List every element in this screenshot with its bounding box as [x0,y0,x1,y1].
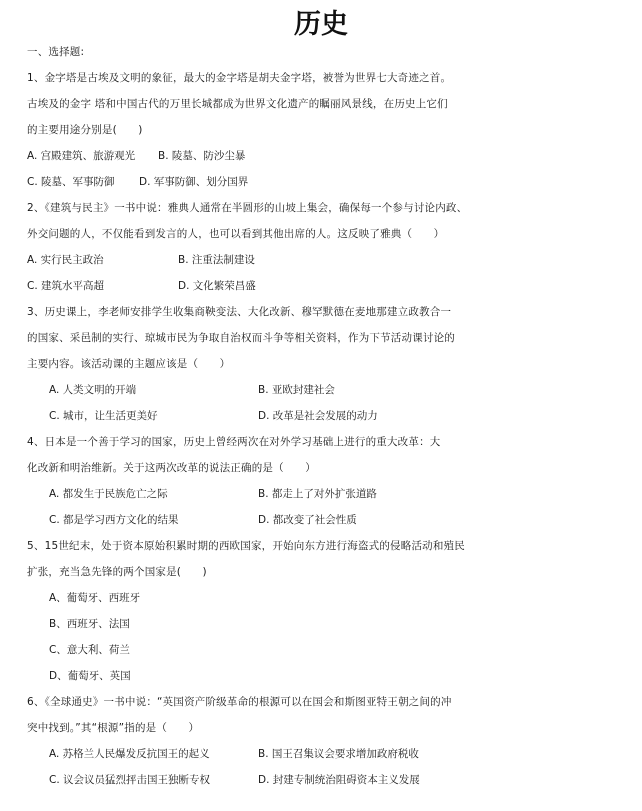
option-c: C. 议会议员猛烈抨击国王独断专权 [49,774,211,786]
option-a: A. 实行民主政治 [27,254,104,266]
question-text-line: 1、金字塔是古埃及文明的象征，最大的金字塔是胡夫金字塔，被誉为世界七大奇迹之首。 [27,72,452,84]
question-text-line: 主要内容。该活动课的主题应该是（ ） [27,358,231,370]
option-a: A. 人类文明的开端 [49,384,137,396]
option-d: D、葡萄牙、英国 [49,670,131,682]
option-c: C. 都是学习西方文化的结果 [49,514,179,526]
option-a: A. 都发生于民族危亡之际 [49,488,168,500]
question-text-line: 突中找到。”其“根源”指的是（ ） [27,722,200,734]
option-a: A. 宫殿建筑、旅游观光 [27,150,136,162]
question-text-line: 2、《建筑与民主》一书中说：雅典人通常在半圆形的山坡上集会，确保每一个参与讨论内政、 [27,202,468,214]
question-text-line: 古埃及的金字 塔和中国古代的万里长城都成为世界文化遗产的瞩丽风景线，在历史上它们 [27,98,448,110]
option-b: B. 都走上了对外扩张道路 [258,488,377,500]
option-b: B. 国王召集议会要求增加政府税收 [258,748,419,760]
option-c: C、意大利、荷兰 [49,644,130,656]
option-c: C. 陵墓、军事防御 [27,176,115,188]
question-text-line: 5、15世纪末，处于资本原始积累时期的西欧国家，开始向东方进行海盗式的侵略活动和殖民 [27,540,465,552]
option-a: A、葡萄牙、西班牙 [49,592,141,604]
option-b: B. 注重法制建设 [178,254,255,266]
option-d: D. 文化繁荣昌盛 [178,280,256,292]
option-b: B. 陵墓、防沙尘暴 [158,150,246,162]
option-b: B. 亚欧封建社会 [258,384,335,396]
question-text-line: 3、历史课上，李老师安排学生收集商鞅变法、大化改新、穆罕默德在麦地那建立政教合一 [27,306,452,318]
question-text-line: 的国家、采邑制的实行、琼城市民为争取自治权而斗争等相关资料，作为下节活动课讨论的 [27,332,455,344]
option-c: C. 建筑水平高超 [27,280,105,292]
option-a: A. 苏格兰人民爆发反抗国王的起义 [49,748,210,760]
question-text-line: 6、《全球通史》一书中说：“英国资产阶级革命的根源可以在国会和斯图亚特王朝之间的冲 [27,696,452,708]
option-b: B、西班牙、法国 [49,618,130,630]
option-c: C. 城市，让生活更美好 [49,410,158,422]
question-text-line: 外交问题的人，不仅能看到发言的人，也可以看到其他出席的人。这反映了雅典（ ） [27,228,445,240]
option-d: D. 改革是社会发展的动力 [258,410,378,422]
question-text-line: 化改新和明治维新。关于这两次改革的说法正确的是（ ） [27,462,316,474]
section-heading: 一、选择题: [27,46,85,58]
question-text-line: 的主要用途分别是( ) [27,124,143,136]
option-d: D. 都改变了社会性质 [258,514,357,526]
question-text-line: 扩张，充当急先锋的两个国家是( ) [27,566,207,578]
option-d: D. 封建专制统治阻碍资本主义发展 [258,774,420,786]
option-d: D. 军事防御、划分国界 [139,176,249,188]
question-text-line: 4、日本是一个善于学习的国家，历史上曾经两次在对外学习基础上进行的重大改革：大 [27,436,441,448]
page-title: 历史 [294,9,348,40]
